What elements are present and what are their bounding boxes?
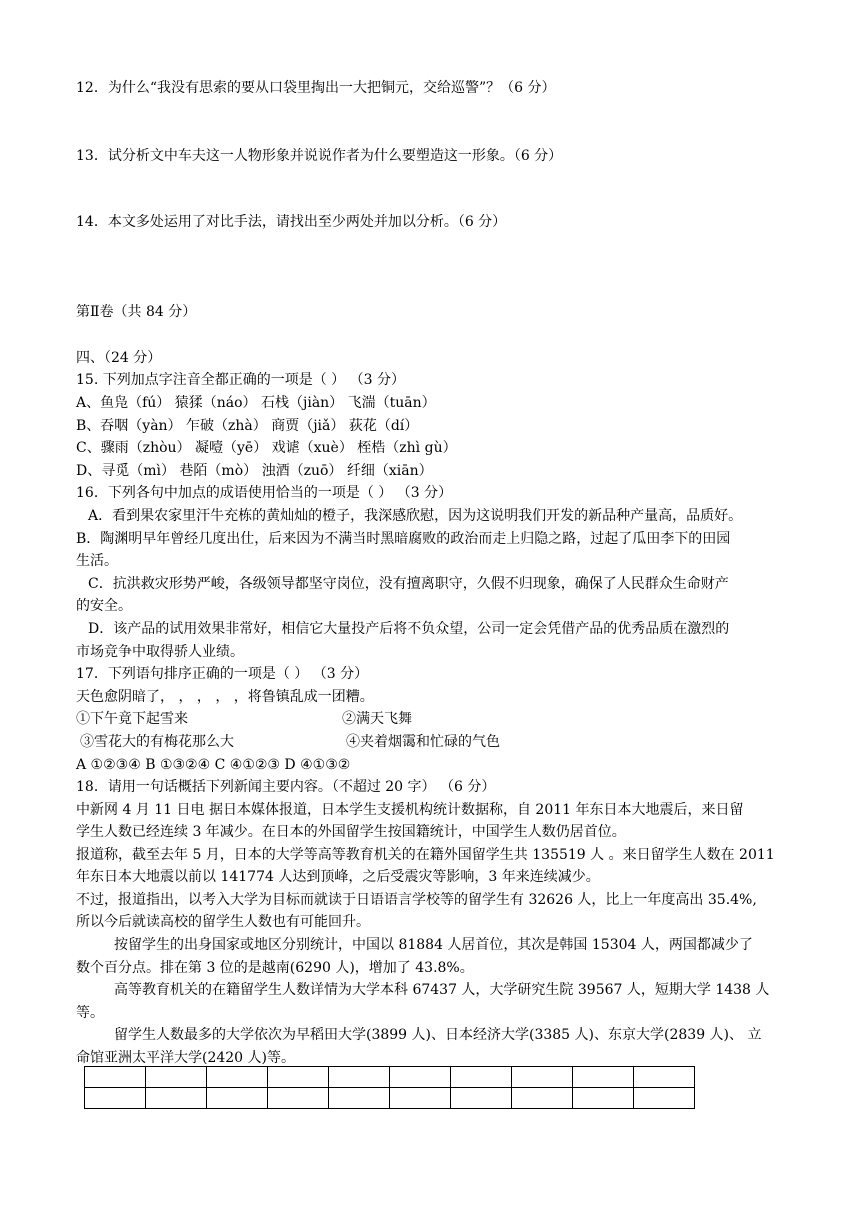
answer-grid	[84, 1066, 695, 1109]
question-16-option-a: A．看到果农家里汗牛充栋的黄灿灿的橙子，我深感欣慰，因为这说明我们开发的新品种产量高，品质好。	[88, 508, 743, 524]
question-15-stem: 15. 下列加点字注音全都正确的一项是（ ） （3 分）	[76, 372, 405, 388]
answer-cell[interactable]	[268, 1088, 329, 1109]
question-18-stem: 18．请用一句话概括下列新闻主要内容。（不超过 20 字） （6 分）	[76, 779, 496, 795]
answer-cell[interactable]	[451, 1088, 512, 1109]
question-16-option-d-line2: 市场竞争中取得骄人业绩。	[76, 644, 244, 660]
question-16-option-b-line2: 生活。	[76, 553, 118, 569]
answer-cell[interactable]	[268, 1067, 329, 1088]
question-15-option-b: B、吞咽（yàn） 乍破（zhà） 商贾（jiǎ） 荻花（dí）	[76, 418, 419, 434]
answer-cell[interactable]	[451, 1067, 512, 1088]
answer-cell[interactable]	[634, 1088, 695, 1109]
question-17-item-4: ④夹着烟霭和忙碌的气色	[346, 734, 500, 750]
news-paragraph-5-line2: 等。	[76, 1005, 104, 1021]
question-15-option-c: C、骤雨（zhòu） 凝噎（yē） 戏谑（xuè） 桎梏（zhì gù）	[76, 440, 457, 456]
question-17-sentence: 天色愈阴暗了， ， ， ， ，将鲁镇乱成一团糟。	[76, 689, 374, 705]
news-paragraph-2-line1: 报道称，截至去年 5 月，日本的大学等高等教育机关的在籍外国留学生共 135519 人 。来日留学生人数在 2011	[76, 847, 775, 863]
answer-cell[interactable]	[573, 1088, 634, 1109]
answer-cell[interactable]	[512, 1088, 573, 1109]
news-paragraph-5-line1: 高等教育机关的在籍留学生人数详情为大学本科 67437 人，大学研究生院 39567 人，短期大学 1438 人	[114, 982, 770, 998]
question-17-item-1: ①下午竟下起雪来	[76, 711, 188, 727]
question-13: 13．试分析文中车夫这一人物形象并说说作者为什么要塑造这一形象。（6 分）	[76, 148, 563, 164]
answer-cell[interactable]	[512, 1067, 573, 1088]
question-16-option-c-line2: 的安全。	[76, 598, 132, 614]
news-paragraph-1-line1: 中新网 4 月 11 日电 据日本媒体报道，日本学生支援机构统计数据称，自 2011 年东日本大地震后，来日留	[76, 802, 744, 818]
news-paragraph-6-line2: 命馆亚洲太平洋大学(2420 人)等。	[76, 1050, 296, 1066]
question-17-item-3: ③雪花大的有梅花那么大	[80, 734, 234, 750]
answer-cell[interactable]	[390, 1067, 451, 1088]
answer-cell[interactable]	[634, 1067, 695, 1088]
question-17-choices: A ①②③④ B ①③②④ C ④①②③ D ④①③②	[76, 757, 351, 773]
question-16-option-c-line1: C．抗洪救灾形势严峻，各级领导都坚守岗位，没有擅离职守，久假不归现象，确保了人民群众生命财产	[88, 576, 729, 592]
question-15-option-d: D、寻觅（mì） 巷陌（mò） 浊酒（zuō） 纤细（xiān）	[76, 463, 433, 479]
question-17-stem: 17．下列语句排序正确的一项是（ ） （3 分）	[76, 666, 369, 682]
question-16-option-b-line1: B．陶渊明早年曾经几度出仕，后来因为不满当时黑暗腐败的政治而走上归隐之路，过起了瓜田李下的田园	[76, 531, 731, 547]
answer-cell[interactable]	[146, 1088, 207, 1109]
answer-cell[interactable]	[329, 1088, 390, 1109]
news-paragraph-4-line1: 按留学生的出身国家或地区分别统计，中国以 81884 人居首位，其次是韩国 15304 人，两国都减少了	[114, 937, 753, 953]
answer-cell[interactable]	[85, 1088, 146, 1109]
answer-cell[interactable]	[329, 1067, 390, 1088]
answer-grid-row	[85, 1067, 695, 1088]
news-paragraph-3-line1: 不过，报道指出，以考入大学为目标而就读于日语语言学校等的留学生有 32626 人，比上一年度高出 35.4%,	[76, 892, 757, 908]
section-4-heading: 四、（24 分）	[76, 350, 162, 366]
news-paragraph-3-line2: 所以今后就读高校的留学生人数也有可能回升。	[76, 914, 370, 930]
news-paragraph-2-line2: 年东日本大地震以前以 141774 人达到顶峰，之后受震灾等影响，3 年来连续减少。	[76, 869, 600, 885]
part-2-title: 第Ⅱ卷（共 84 分）	[76, 304, 197, 320]
question-16-option-d-line1: D．该产品的试用效果非常好，相信它大量投产后将不负众望，公司一定会凭借产品的优秀品质在激烈的	[88, 621, 730, 637]
answer-cell[interactable]	[207, 1088, 268, 1109]
question-14: 14．本文多处运用了对比手法，请找出至少两处并加以分析。（6 分）	[76, 214, 507, 230]
question-16-stem: 16．下列各句中加点的成语使用恰当的一项是（ ） （3 分）	[76, 485, 453, 501]
answer-cell[interactable]	[85, 1067, 146, 1088]
question-12: 12．为什么“我没有思索的要从口袋里掏出一大把铜元，交给巡警”？（6 分）	[76, 80, 556, 96]
news-paragraph-6-line1: 留学生人数最多的大学依次为早稻田大学(3899 人)、日本经济大学(3385 人)、东京大学(2839 人)、 立	[114, 1027, 762, 1043]
news-paragraph-4-line2: 数个百分点。排在第 3 位的是越南(6290 人)，增加了 43.8%。	[76, 960, 474, 976]
question-17-item-2: ②满天飞舞	[342, 711, 412, 727]
news-paragraph-1-line2: 学生人数已经连续 3 年减少。在日本的外国留学生按国籍统计，中国学生人数仍居首位。	[76, 824, 626, 840]
answer-cell[interactable]	[146, 1067, 207, 1088]
answer-cell[interactable]	[390, 1088, 451, 1109]
question-15-option-a: A、鱼凫（fú） 猿猱（náo） 石栈（jiàn） 飞湍（tuān）	[76, 395, 436, 411]
answer-cell[interactable]	[573, 1067, 634, 1088]
answer-cell[interactable]	[207, 1067, 268, 1088]
answer-grid-row	[85, 1088, 695, 1109]
